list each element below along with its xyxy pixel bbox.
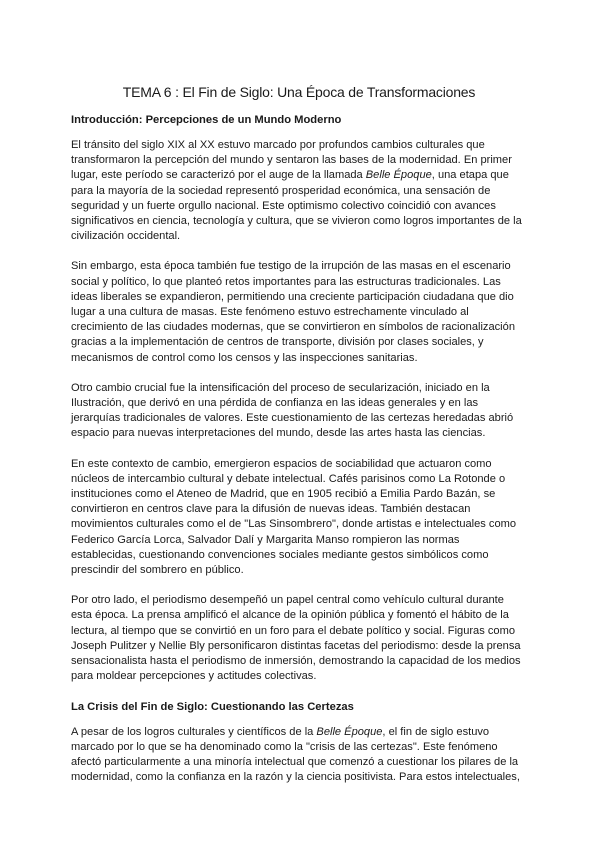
document-page xyxy=(71,84,527,800)
paragraph-1-end: , una etapa que para la mayoría de la sociedad representó prosperidad económica, una sensación de seguridad y un fuerte orgullo nacional. Este optimismo colectivo coincidió con avances significativos en ciencia, tecnología y cultura, que se vivieron como logros importantes de la civilización occidental. xyxy=(71,169,522,243)
paragraph-1 xyxy=(71,138,527,244)
paragraph-4: En este contexto de cambio, emergieron espacios de sociabilidad que actuaron como núcleos de intercambio cultural y debate intelectual. Cafés parisinos como La Rotonde o instituciones como el Ateneo de Madrid, que en 1905 recibió a Emilia Pardo Bazán, se convirtieron en centros clave para la difusión de nuevas ideas. También destacan movimientos culturales como el de "Las Sinsombrero", donde artistas e intelectuales como Federico García Lorca, Salvador Dalí y Margarita Manso rompieron las normas establecidas, cuestionando convenciones sociales mediante gestos simbólicos como prescindir del sombrero en público. xyxy=(71,457,517,577)
paragraph-6 xyxy=(71,725,527,786)
paragraph-1-start: El tránsito del siglo XIX al XX estuvo marcado por profundos cambios culturales que transformaron la percepción del mundo y sentaron las bases de la modernidad. En primer lugar, este período se caracterizó por el auge de la llamada xyxy=(71,139,512,182)
page-title: TEMA 6 : El Fin de Siglo: Una Época de Transformaciones xyxy=(122,84,476,100)
section-heading-introduccion: Introducción: Percepciones de un Mundo Moderno xyxy=(71,114,342,126)
paragraph-6-start: A pesar de los logros culturales y científicos de la xyxy=(71,725,317,738)
paragraph-2: Sin embargo, esta época también fue testigo de la irrupción de las masas en el escenario social y político, lo que planteó retos importantes para las estructuras tradicionales. Las ideas liberales se expandieron, permitiendo una creciente participación ciudadana que dio lugar a una cultura de masas. Este fenómeno estuvo estrechamente vinculado al crecimiento de las ciudades modernas, que se convirtieron en símbolos de racionalización gracias a la implementación de centros de transporte, división por clases sociales, y mecanismos de control como los censos y las inspecciones sanitarias. xyxy=(71,260,515,364)
section-heading-crisis: La Crisis del Fin de Siglo: Cuestionando las Certezas xyxy=(71,700,354,713)
paragraph-1-emphasis: Belle Époque xyxy=(365,169,432,182)
paragraph-6-emphasis: Belle Époque xyxy=(316,725,383,738)
paragraph-3: Otro cambio crucial fue la intensificación del proceso de secularización, iniciado en la Ilustración, que derivó en una pérdida de confianza en las ideas generales y en las jerarquías tradicionales de valores. Este cuestionamiento de las certezas heredadas abrió espacio para nuevas interpretaciones del mundo, desde las artes hasta las ciencias. xyxy=(71,381,514,440)
paragraph-5: Por otro lado, el periodismo desempeñó un papel central como vehículo cultural durante esta época. La prensa amplificó el alcance de la opinión pública y fomentó el hábito de la lectura, al tiempo que se convirtió en un foro para el debate político y social. Figuras como Joseph Pulitzer y Nellie Bly personificaron distintas facetas del periodismo: desde la prensa sensacionalista hasta el periodismo de inmersión, demostrando la capacidad de los medios para moldear percepciones y actitudes colectivas. xyxy=(71,594,521,683)
paragraph-6-end: , el fin de siglo estuvo marcado por lo que se ha denominado como la "crisis de las certezas". Este fenómeno afectó particularmente a una minoría intelectual que comenzó a cuestionar los pilares de la modernidad, como la confianza en la razón y la ciencia positivista. Para estos intelectuales, xyxy=(71,725,520,784)
